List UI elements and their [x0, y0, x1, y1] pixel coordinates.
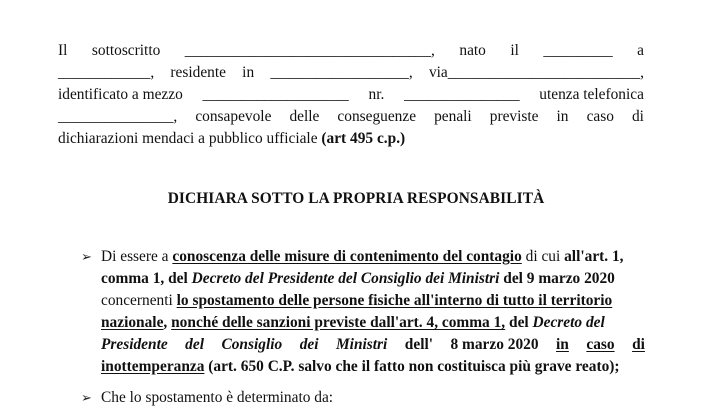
bold-text: (art. 650 C.P. salvo che il fatto non costituisca più grave reato); [204, 358, 620, 375]
decree-title: Presidente [101, 336, 168, 353]
arrow-bullet-icon: ➢ [81, 249, 92, 264]
text-utenza-telefonica: utenza telefonica [539, 86, 644, 103]
decree-date: 8 marzo 2020 [450, 336, 539, 353]
text-a: a [637, 42, 644, 59]
word: previste [489, 108, 539, 125]
intro-line-2 [58, 62, 644, 84]
text-il-2: il [510, 42, 519, 59]
word: conseguenze [337, 108, 417, 125]
word: consapevole [195, 108, 272, 125]
text: concernenti [101, 292, 177, 309]
id-document-blank[interactable]: ___________________ [202, 86, 349, 103]
item1-line-3 [101, 290, 645, 312]
bold-text: comma 1, del [101, 270, 192, 287]
decree-title: Decreto del [532, 314, 605, 331]
text-nato: nato [459, 42, 486, 59]
intro-line-1 [58, 40, 644, 62]
birth-place-blank[interactable]: ____________, [58, 64, 155, 81]
word: penali [434, 108, 472, 125]
bold-text: all'art. 1, [564, 248, 624, 265]
decree-title: Ministri [335, 336, 388, 353]
intro-line-5 [58, 128, 644, 150]
item1-line-4 [101, 312, 645, 334]
emphasis-text: conoscenza delle misure di contenimento del contagio [172, 248, 522, 265]
bold-text: del [505, 314, 533, 331]
decree-title: dei [299, 336, 319, 353]
legal-reference: (art 495 c.p.) [321, 130, 406, 147]
text-identificato: identificato a mezzo [58, 86, 183, 103]
word: in [556, 108, 569, 125]
emphasis-text: caso [586, 336, 615, 353]
word: di [631, 108, 644, 125]
item1-line-6 [101, 356, 645, 378]
item1-line-2 [101, 268, 645, 290]
text-il: Il [58, 42, 68, 59]
text: Di essere a [101, 248, 173, 265]
text: di cui [521, 248, 565, 265]
arrow-bullet-icon: ➢ [81, 390, 92, 405]
text-in: in [242, 64, 255, 81]
street-blank[interactable]: via_________________________, [428, 64, 644, 81]
emphasis-text: nonché delle sanzioni previste dall'art. 4, comma 1, [171, 314, 506, 331]
phone-blank[interactable]: _______________, [58, 108, 178, 125]
decree-title: Decreto del Presidente del Consiglio dei Ministri [191, 270, 500, 287]
text-nr: nr. [368, 86, 385, 103]
item1-line-1 [101, 246, 645, 268]
decree-title: Consiglio [221, 336, 283, 353]
text-residente: residente [170, 64, 226, 81]
declaration-heading: DICHIARA SOTTO LA PROPRIA RESPONSABILITÀ [167, 190, 545, 207]
word: caso [586, 108, 614, 125]
residence-blank[interactable]: __________________, [270, 64, 413, 81]
bold-text: del 9 marzo 2020 [499, 270, 615, 287]
intro-line-4 [58, 106, 644, 128]
item1-line-5 [101, 334, 645, 356]
birth-date-blank[interactable]: _________ [543, 42, 613, 59]
emphasis-text: lo spostamento delle persone fisiche all'interno di tutto il territorio [176, 292, 613, 309]
emphasis-text: di [632, 336, 645, 353]
item2-line-1: Che lo spostamento è determinato da: [101, 389, 334, 406]
emphasis-text: inottemperanza [101, 358, 205, 375]
decree-title: del [185, 336, 204, 353]
intro-text: dichiarazioni mendaci a pubblico ufficiale [58, 130, 318, 147]
emphasis-text: in [556, 336, 569, 353]
id-number-blank[interactable]: _______________ [404, 86, 520, 103]
emphasis-text: nazionale [101, 314, 164, 331]
intro-line-3 [58, 84, 644, 106]
text-sottoscritto: sottoscritto [91, 42, 161, 59]
name-blank[interactable]: ________________________________, [184, 42, 435, 59]
word: delle [289, 108, 320, 125]
bold-text: , [163, 314, 172, 331]
bold-text: dell' [404, 336, 434, 353]
